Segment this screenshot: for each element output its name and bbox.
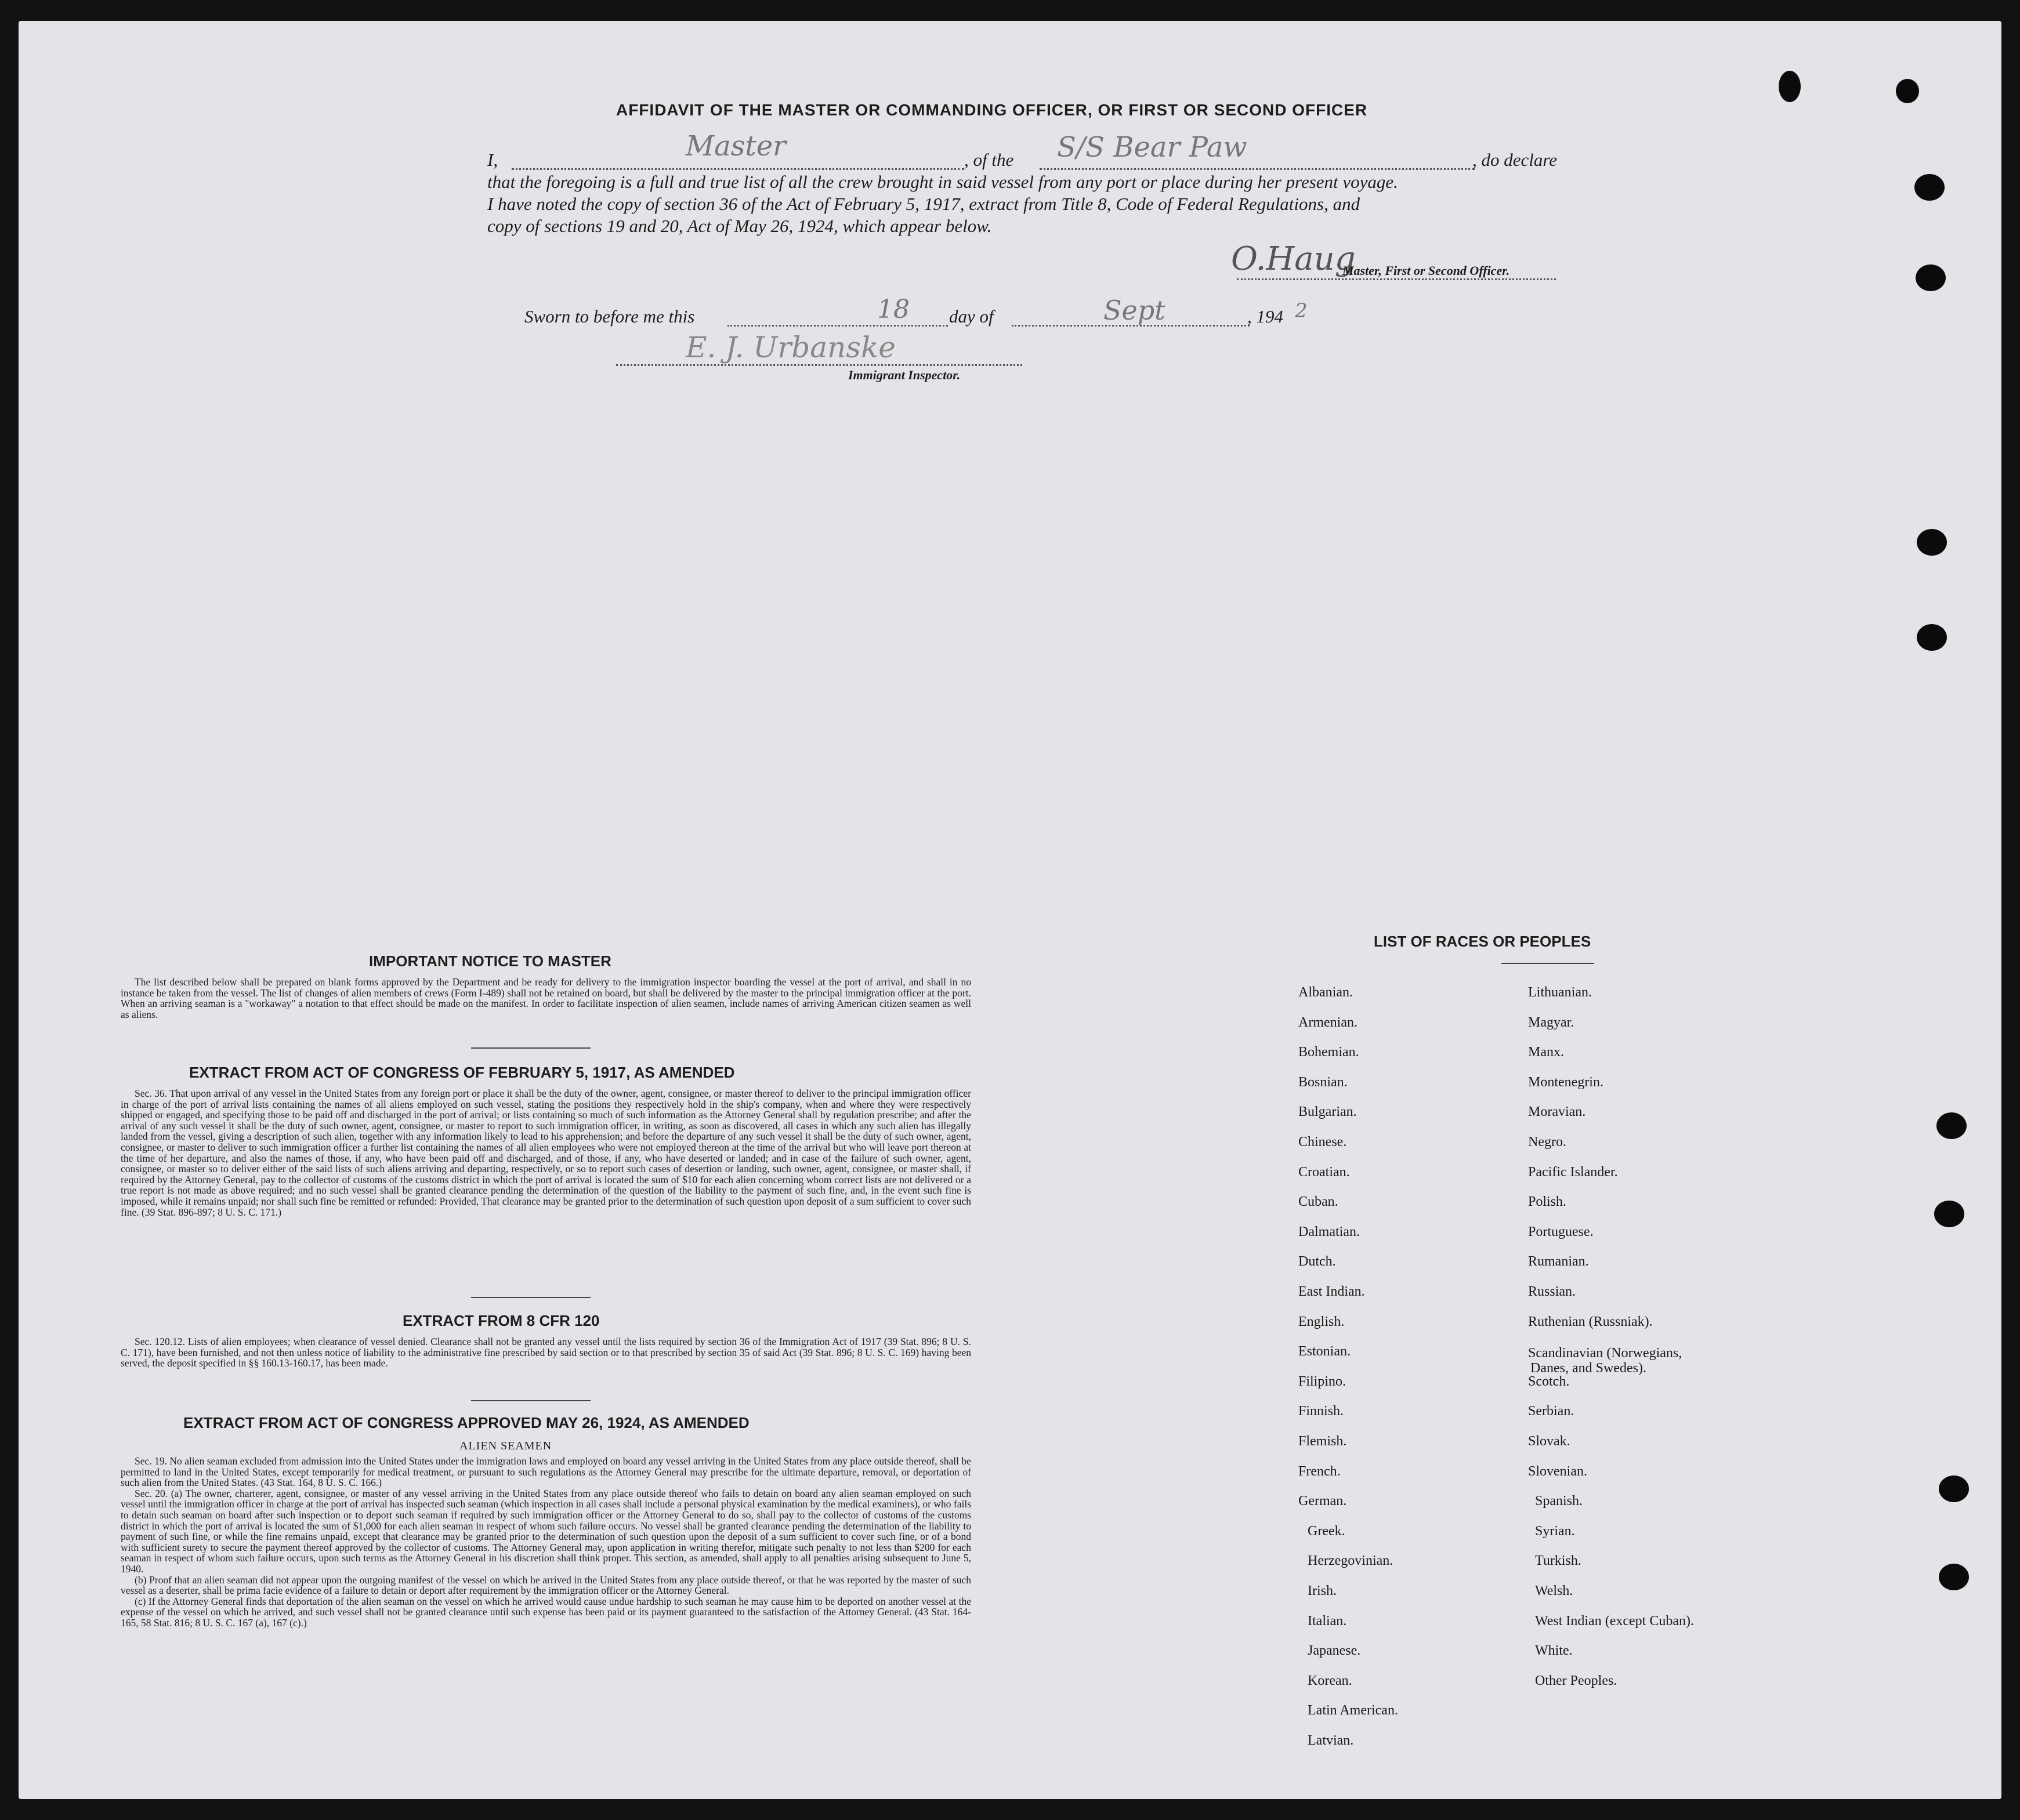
race-item: Manx. (1528, 1045, 1564, 1060)
race-item: Other Peoples. (1535, 1673, 1617, 1688)
race-item: Montenegrin. (1528, 1074, 1603, 1090)
race-item: French. (1298, 1463, 1341, 1479)
race-item: Finnish. (1298, 1404, 1344, 1419)
affidavit-line3: I have noted the copy of section 36 of the Act of February 5, 1917, extract from Title 8, Code of Federal Regulations, and (487, 194, 1360, 214)
race-item: Cuban. (1298, 1194, 1338, 1210)
race-item: Japanese. (1308, 1643, 1361, 1659)
race-item: Danes, and Swedes). (1530, 1361, 1646, 1376)
extract-1924-title: EXTRACT FROM ACT OF CONGRESS APPROVED MAY 26, 1924, AS AMENDED (183, 1414, 750, 1431)
race-item: Albanian. (1298, 985, 1353, 1000)
punch-hole (1917, 624, 1947, 651)
race-item: Greek. (1308, 1523, 1345, 1539)
race-item: Irish. (1308, 1583, 1337, 1598)
divider (471, 1047, 591, 1049)
race-item: White. (1535, 1643, 1573, 1659)
race-item: Armenian. (1298, 1014, 1357, 1030)
day-line (727, 325, 948, 327)
race-item: Spanish. (1535, 1493, 1583, 1509)
affidavit-of-the: , of the (964, 150, 1014, 170)
punch-hole (1779, 71, 1801, 102)
race-item: Latin American. (1308, 1703, 1398, 1719)
sec-20c-paragraph: (c) If the Attorney General finds that deportation of the alien seaman on the vessel on which he arrived would cause undue hardship to such seaman he may cause him to be deported on another vessel at the expense of the vessel on which he arrived, and such vessel shall not be granted clearance until such expense has been paid or its payment guaranteed to the satisfaction of the Attorney General. (43 Stat. 164-165, 58 Stat. 816; 8 U. S. C. 167 (a), 167 (c).) (121, 1595, 971, 1629)
race-item: Chinese. (1298, 1134, 1347, 1150)
vessel-line (1040, 168, 1475, 170)
inspector-signature: E. J. Urbanske (686, 331, 896, 364)
sec-120-12-paragraph: Sec. 120.12. Lists of alien employees; when clearance of vessel denied. Clearance shall not be granted any vessel until the lists required by section 36 of the Immigration Act of 1917 (39 Stat. 896; 8 U. S. C. 171), have been furnished, and not then unless notice of liability to the administrative fine prescribed by said section or to that prescribed by section 35 of said Act (39 Stat. 896; 8 U. S. C. 169) having been served, the deposit specified in §§ 160.13-160.17, has been made. (121, 1336, 971, 1369)
sworn-day-of: day of (949, 306, 994, 327)
race-item: Serbian. (1528, 1404, 1574, 1419)
races-title: LIST OF RACES OR PEOPLES (1374, 933, 1591, 950)
master-caption: Master, First or Second Officer. (1342, 263, 1510, 278)
signature-line (1237, 278, 1556, 280)
race-item: Dalmatian. (1298, 1224, 1360, 1239)
punch-hole (1934, 1201, 1964, 1227)
race-item: Dutch. (1298, 1254, 1336, 1270)
race-item: Rumanian. (1528, 1254, 1589, 1270)
affidavit-i: I, (487, 150, 498, 170)
race-item: Magyar. (1528, 1014, 1574, 1030)
punch-hole (1914, 174, 1945, 201)
race-item: Slovenian. (1528, 1463, 1587, 1479)
race-item: East Indian. (1298, 1284, 1365, 1299)
race-item: Scandinavian (Norwegians, (1528, 1346, 1682, 1361)
race-item: Bohemian. (1298, 1045, 1359, 1060)
extract-1917-title: EXTRACT FROM ACT OF CONGRESS OF FEBRUARY 5, 1917, AS AMENDED (189, 1064, 735, 1081)
punch-hole (1896, 79, 1919, 103)
race-item: Latvian. (1308, 1733, 1354, 1748)
race-item: Croatian. (1298, 1164, 1350, 1180)
race-item: Bosnian. (1298, 1074, 1348, 1090)
cfr-text (121, 1336, 971, 1369)
race-item: Ruthenian (Russniak). (1528, 1314, 1653, 1329)
race-item: Pacific Islander. (1528, 1164, 1618, 1180)
race-item: Welsh. (1535, 1583, 1573, 1598)
cfr-title: EXTRACT FROM 8 CFR 120 (403, 1312, 600, 1329)
sworn-text: Sworn to before me this (524, 306, 695, 327)
sworn-year-digit: 2 (1295, 299, 1308, 322)
punch-hole (1939, 1475, 1969, 1502)
race-item: Filipino. (1298, 1373, 1346, 1389)
race-item: Negro. (1528, 1134, 1566, 1150)
race-item: Russian. (1528, 1284, 1576, 1299)
race-item: Korean. (1308, 1673, 1352, 1688)
race-item: Estonian. (1298, 1344, 1351, 1359)
race-item: Lithuanian. (1528, 985, 1592, 1000)
punch-hole (1917, 529, 1947, 556)
punch-hole (1916, 264, 1946, 291)
sec-36-paragraph: Sec. 36. That upon arrival of any vessel in the United States from any foreign port or place it shall be the duty of the owner, agent, consignee, or master thereof to deliver to the principal immigration officer in charge of the port of arrival lists containing the names of all aliens employed on such vessel, stating the positions they respectively hold in the ship's company, when and where they were respectively shipped or engaged, and specifying those to be paid off and discharged in the port of arrival; or lists containing so much of such information as the Attorney General shall by regulation prescribe; and after the arrival of any such vessel it shall be the duty of such owner, agent, consignee, or master to report to such immigration officer, in writing, as soon as discovered, all cases in which any such alien has illegally landed from the vessel, giving a description of such alien, together with any information likely to lead to his apprehension; and before the departure of any such vessel it shall be the duty of such owner, agent, consignee, or master to deliver to such immigration officer a further list containing the names of all alien employees who were not employed thereon at the time of the arrival but who will leave port thereon at the time of her departure, and also the names of those, if any, who have been paid off and discharged, and of those, if any, who have deserted or landed; and in case of the failure of such owner, agent, consignee, or master so to deliver either of the said lists of such aliens arriving and departing, respectively, or so to report such cases of desertion or landing, such owner, agent, consignee, or master shall, if required by the Attorney General, pay to the collector of customs of the customs district in which the port of arrival is located the sum of $10 for each alien concerning whom correct lists are not delivered or a true report is not made as above required; and no such vessel shall be granted clearance pending the determination of the question of the liability to the payment of such fine, and, in the event such fine is imposed, while it remains unpaid; nor shall such fine be remitted or refunded: Provided, That clearance may be granted prior to the determination of such question upon deposit of a sum sufficient to cover such fine. (39 Stat. 896-897; 8 U. S. C. 171.) (121, 1087, 971, 1218)
inspector-line (616, 364, 1022, 366)
sworn-day: 18 (877, 295, 910, 324)
affidavit-do-declare: , do declare (1472, 150, 1558, 170)
name-line (512, 168, 964, 170)
race-item: Slovak. (1528, 1434, 1570, 1449)
extract-1924-text (121, 1456, 971, 1629)
sec-19-paragraph: Sec. 19. No alien seaman excluded from admission into the United States under the immigration laws and employed on board any vessel arriving in the United States from any place outside thereof, shall be permitted to land in the United States, except temporarily for medical treatment, or pursuant to such regulations as the Attorney General may prescribe for the ultimate departure, removal, or deportation of such alien from the United States. (43 Stat. 164, 8 U. S. C. 166.) (121, 1455, 971, 1489)
race-item: Portuguese. (1528, 1224, 1594, 1239)
sec-20b-paragraph: (b) Proof that an alien seaman did not appear upon the outgoing manifest of the vessel on which he arrived in the United States from any place outside thereof, or that he was reported by the master of such vessel as a deserter, shall be prima facie evidence of a failure to detain or deport after requirement by the immigration officer or the Attorney General. (121, 1574, 971, 1597)
divider (471, 1297, 591, 1298)
affidavit-line2: that the foregoing is a full and true list of all the crew brought in said vessel from any port or place during her present voyage. (487, 172, 1398, 192)
sworn-month: Sept (1103, 295, 1165, 326)
race-item: German. (1298, 1493, 1347, 1509)
race-item: Polish. (1528, 1194, 1567, 1210)
document-page (19, 21, 2001, 1799)
divider (471, 1400, 591, 1401)
race-item: English. (1298, 1314, 1345, 1329)
divider (1501, 963, 1594, 964)
notice-paragraph: The list described below shall be prepared on blank forms approved by the Department and be ready for delivery to the immigration inspector boarding the vessel at the port of arrival, and shall in no instance be taken from the vessel. The list of changes of alien members of crews (Form I-489) shall not be retained on board, but shall be delivered by the master to the principal immigration officer at the port. When an arriving seaman is a "workaway" a notation to that effect should be made on the manifest. In order to facilitate inspection of alien seamen, include names of arriving American citizen seamen as well as aliens. (121, 976, 971, 1020)
race-item: Syrian. (1535, 1523, 1575, 1539)
race-item: Flemish. (1298, 1434, 1347, 1449)
notice-text (121, 977, 971, 1020)
race-item: Scotch. (1528, 1373, 1570, 1389)
affidavit-title: AFFIDAVIT OF THE MASTER OR COMMANDING OFFICER, OR FIRST OR SECOND OFFICER (616, 101, 1368, 119)
punch-hole (1939, 1564, 1969, 1590)
affidavit-line4: copy of sections 19 and 20, Act of May 26, 1924, which appear below. (487, 216, 992, 236)
master-name-handwritten: Master (686, 130, 787, 162)
race-item: Moravian. (1528, 1104, 1586, 1120)
vessel-name-handwritten: S/S Bear Paw (1057, 131, 1247, 164)
sworn-year: , 194 (1247, 306, 1283, 327)
master-signature: O.Haug (1231, 240, 1356, 278)
race-item: Bulgarian. (1298, 1104, 1357, 1120)
race-item: West Indian (except Cuban). (1535, 1613, 1694, 1629)
inspector-caption: Immigrant Inspector. (848, 368, 961, 382)
race-item: Herzegovinian. (1308, 1553, 1393, 1569)
alien-seamen-subtitle: ALIEN SEAMEN (459, 1440, 552, 1452)
notice-title: IMPORTANT NOTICE TO MASTER (369, 952, 611, 970)
race-item: Turkish. (1535, 1553, 1581, 1569)
sec-20a-paragraph: Sec. 20. (a) The owner, charterer, agent, consignee, or master of any vessel arriving in the United States from any place outside thereof who fails to detain on board any alien seaman employed on such vessel until the immigration officer in charge at the port of arrival has inspected such seaman (which inspection in all cases shall include a personal physical examination by the medical examiners), or who fails to detain such seaman on board after such inspection or to deport such seaman if required by such immigration officer or the Attorney General to do so, shall pay to the collector of customs of the customs district in which the port of arrival is located the sum of $1,000 for each alien seaman in respect of whom such failure occurs. No vessel shall be granted clearance pending the determination of the liability to payment of such fine, or while the fine remains unpaid, except that clearance may be granted prior to the determination of such question upon the deposit of a sum sufficient to cover such fine, or of a bond with sufficient surety to secure the payment thereof approved by the collector of customs. The Attorney General may, upon application in writing therefor, mitigate such penalty to not less than $200 for each seaman in respect of whom such failure occurs, upon such terms as the Attorney General in his discretion shall think proper. This section, as amended, shall apply to all penalties arising subsequent to June 5, 1940. (121, 1487, 971, 1575)
race-item: Italian. (1308, 1613, 1347, 1629)
extract-1917-text (121, 1088, 971, 1217)
punch-hole (1936, 1112, 1967, 1139)
